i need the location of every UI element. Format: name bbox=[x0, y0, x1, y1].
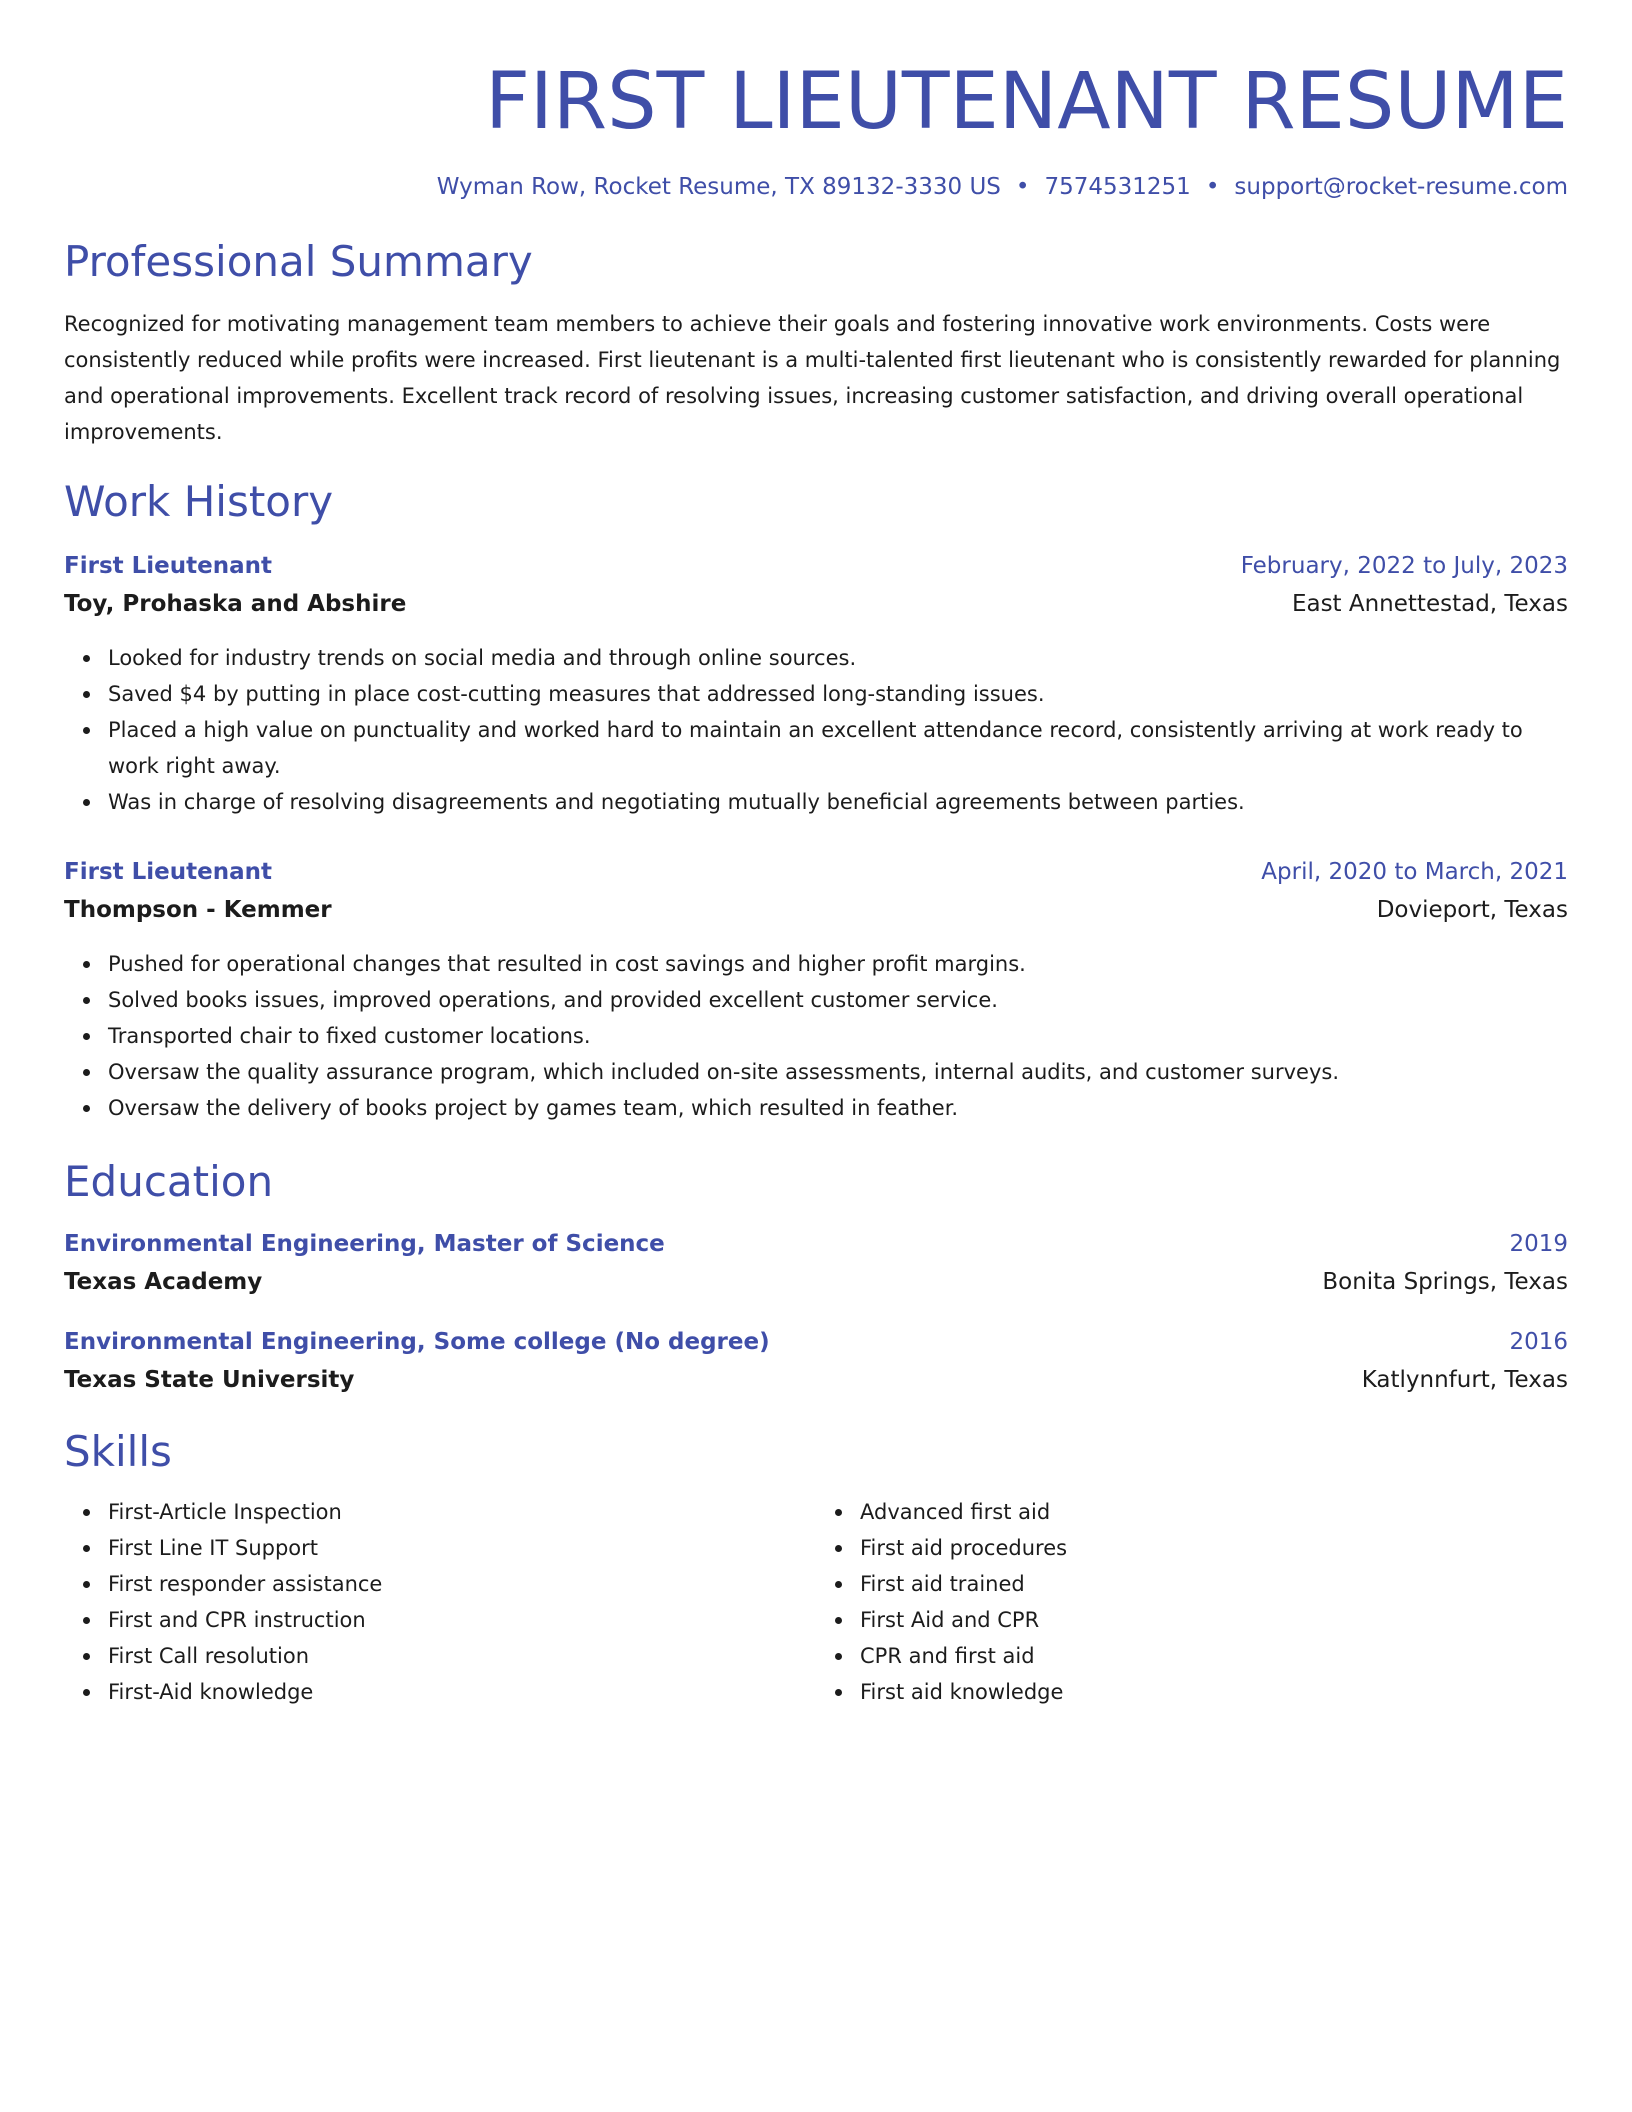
skill-item: First and CPR instruction bbox=[108, 1602, 816, 1638]
job-bullets bbox=[64, 640, 1568, 820]
section-title-skills: Skills bbox=[64, 1427, 172, 1476]
work-history-section bbox=[64, 474, 1568, 1126]
contact-separator: • bbox=[1015, 174, 1030, 200]
contact-separator: • bbox=[1205, 174, 1220, 200]
education-degree: Environmental Engineering, Some college (No degree) bbox=[64, 1329, 770, 1355]
education-entry bbox=[64, 1228, 1568, 1298]
job-entry bbox=[64, 856, 1568, 1126]
job-location: East Annettestad, Texas bbox=[1291, 591, 1568, 617]
skill-item: First Line IT Support bbox=[108, 1530, 816, 1566]
skills-columns bbox=[64, 1494, 1568, 1710]
skill-item: First aid trained bbox=[860, 1566, 1568, 1602]
skill-item: First Aid and CPR bbox=[860, 1602, 1568, 1638]
job-location: Dovieport, Texas bbox=[1376, 897, 1568, 923]
resume-header bbox=[64, 50, 1568, 202]
job-dates: April, 2020 to March, 2021 bbox=[1261, 859, 1568, 885]
education-degree: Environmental Engineering, Master of Science bbox=[64, 1231, 665, 1257]
education-school: Texas Academy bbox=[64, 1269, 263, 1295]
education-school: Texas State University bbox=[64, 1367, 355, 1393]
summary-text: Recognized for motivating management team members to achieve their goals and fostering innovative work environments. Costs were consistently reduced while profits were increased. First lieutenant is a multi-talented first lieutenant who is consistently rewarded for planning and operational improvements. Excellent track record of resolving issues, increasing customer satisfaction, and driving overall operational improvements. bbox=[64, 312, 1561, 444]
job-bullets bbox=[64, 946, 1568, 1126]
education-location: Katlynnfurt, Texas bbox=[1361, 1367, 1568, 1393]
contact-line bbox=[64, 172, 1568, 202]
list-item: Was in charge of resolving disagreements and negotiating mutually beneficial agreements between parties. bbox=[108, 784, 1568, 820]
skills-list-left bbox=[64, 1494, 816, 1710]
list-item: Oversaw the quality assurance program, which included on-site assessments, internal audits, and customer surveys. bbox=[108, 1054, 1568, 1090]
list-item: Transported chair to fixed customer locations. bbox=[108, 1018, 1568, 1054]
skill-item: First responder assistance bbox=[108, 1566, 816, 1602]
education-location: Bonita Springs, Texas bbox=[1322, 1269, 1568, 1295]
education-entry bbox=[64, 1326, 1568, 1396]
skill-item: First aid procedures bbox=[860, 1530, 1568, 1566]
job-company: Toy, Prohaska and Abshire bbox=[64, 591, 407, 617]
list-item: Placed a high value on punctuality and worked hard to maintain an excellent attendance record, consistently arriving at work ready to work right away. bbox=[108, 712, 1568, 784]
resume-name: FIRST LIEUTENANT RESUME bbox=[485, 57, 1568, 147]
contact-email: support@rocket-resume.com bbox=[1234, 174, 1568, 200]
list-item: Oversaw the delivery of books project by games team, which resulted in feather. bbox=[108, 1090, 1568, 1126]
list-item: Saved $4 by putting in place cost-cutting measures that addressed long-standing issues. bbox=[108, 676, 1568, 712]
section-title-education: Education bbox=[64, 1157, 274, 1206]
education-year: 2019 bbox=[1509, 1231, 1568, 1257]
skill-item: First aid knowledge bbox=[860, 1674, 1568, 1710]
list-item: Solved books issues, improved operations, and provided excellent customer service. bbox=[108, 982, 1568, 1018]
section-title-summary: Professional Summary bbox=[64, 237, 533, 286]
summary-section bbox=[64, 234, 1568, 450]
skill-item: First Call resolution bbox=[108, 1638, 816, 1674]
contact-phone: 7574531251 bbox=[1044, 174, 1191, 200]
skill-item: First-Aid knowledge bbox=[108, 1674, 816, 1710]
job-dates: February, 2022 to July, 2023 bbox=[1240, 553, 1568, 579]
skills-list-right bbox=[816, 1494, 1568, 1710]
job-entry bbox=[64, 550, 1568, 820]
list-item: Looked for industry trends on social media and through online sources. bbox=[108, 640, 1568, 676]
job-role: First Lieutenant bbox=[64, 859, 272, 885]
section-title-work-history: Work History bbox=[64, 477, 334, 526]
skills-section bbox=[64, 1424, 1568, 1710]
skill-item: CPR and first aid bbox=[860, 1638, 1568, 1674]
education-year: 2016 bbox=[1509, 1329, 1568, 1355]
job-company: Thompson - Kemmer bbox=[64, 897, 332, 923]
list-item: Pushed for operational changes that resulted in cost savings and higher profit margins. bbox=[108, 946, 1568, 982]
skill-item: First-Article Inspection bbox=[108, 1494, 816, 1530]
contact-address: Wyman Row, Rocket Resume, TX 89132-3330 US bbox=[436, 174, 1001, 200]
education-section bbox=[64, 1154, 1568, 1396]
skill-item: Advanced first aid bbox=[860, 1494, 1568, 1530]
job-role: First Lieutenant bbox=[64, 553, 272, 579]
